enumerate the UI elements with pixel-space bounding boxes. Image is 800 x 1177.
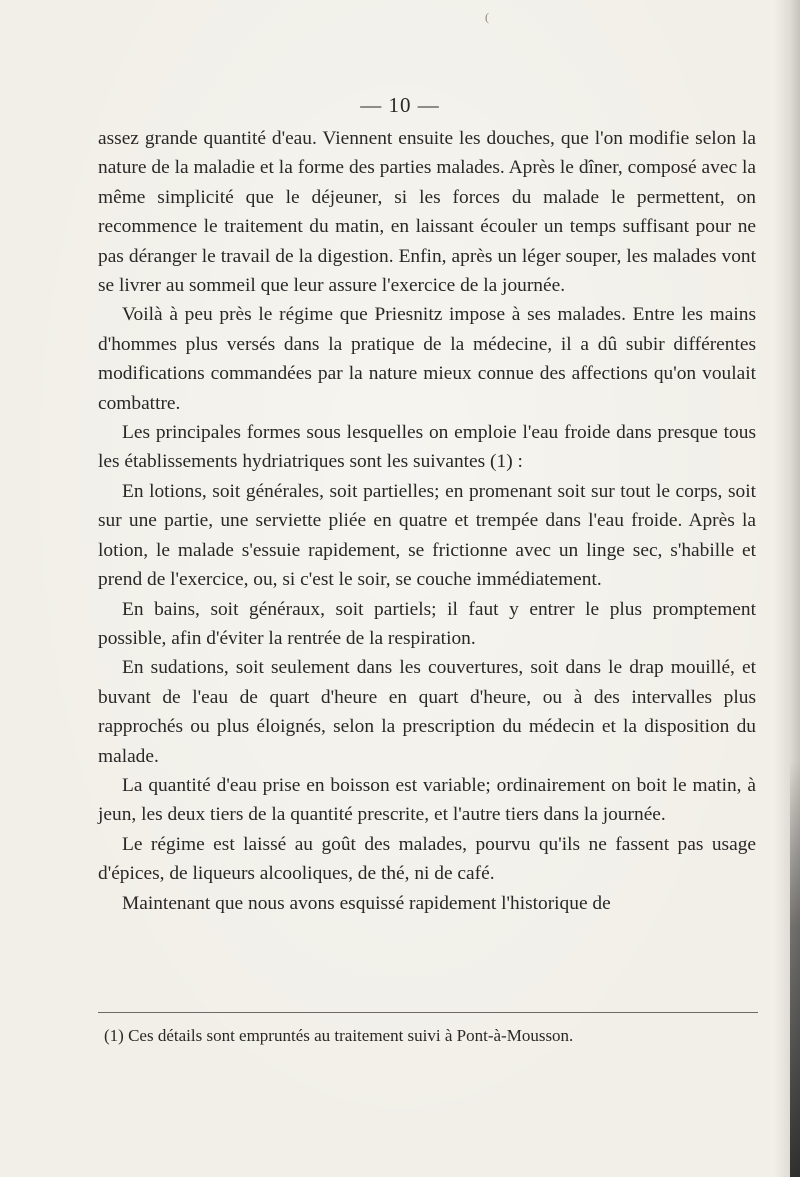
page-number: — 10 — bbox=[360, 93, 440, 117]
paragraph: assez grande quantité d'eau. Viennent ensuite les douches, que l'on modifie selon la nature de la maladie et la forme des parties malades. Après le dîner, composé avec la même simplicité que le déjeuner, si les forces du malade le permettent, on recommence le traitement du matin, en laissant écouler un temps suffisant pour ne pas déranger le travail de la digestion. Enfin, après un léger souper, les malades vont se livrer au sommeil que leur assure l'exercice de la journée. bbox=[98, 128, 756, 297]
stray-mark: ( bbox=[485, 10, 489, 24]
paragraph: Les principales formes sous lesquelles on emploie l'eau froide dans presque tous les établissements hydriatriques sont les suivantes (1) : bbox=[98, 422, 756, 473]
paragraph: En bains, soit généraux, soit partiels; il faut y entrer le plus promptement possible, afin d'éviter la rentrée de la respiration. bbox=[98, 598, 756, 649]
paragraph: La quantité d'eau prise en boisson est variable; ordinairement on boit le matin, à jeun, les deux tiers de la quantité prescrite, et l'autre tiers dans la journée. bbox=[98, 774, 756, 826]
paragraph: Maintenant que nous avons esquissé rapidement l'historique de bbox=[122, 892, 611, 914]
paragraph: En lotions, soit générales, soit partielles; en promenant soit sur tout le corps, soit sur une partie, une serviette pliée en quatre et trempée dans l'eau froide. Après la lotion, le malade s'essuie rapidement, se frictionne avec un linge sec, s'habille et prend de l'exercice, ou, si c'est le soir, se couche immédiatement. bbox=[98, 480, 756, 591]
page-edge-binding bbox=[790, 760, 800, 1177]
paragraph: En sudations, soit seulement dans les couvertures, soit dans le drap mouillé, et buvant de l'eau de quart d'heure en quart d'heure, ou à des intervalles plus rapprochés ou plus éloignés, selon la prescription du médecin et la disposition du malade. bbox=[98, 657, 756, 767]
paragraph: Voilà à peu près le régime que Priesnitz impose à ses malades. Entre les mains d'hommes plus versés dans la pratique de la médecine, il a dû subir différentes modifications commandées par la nature mieux connue des affections qu'on voulait combattre. bbox=[98, 304, 756, 414]
footnote: (1) Ces détails sont empruntés au traitement suivi à Pont-à-Mousson. bbox=[104, 1026, 574, 1045]
footnote-divider bbox=[98, 1012, 758, 1013]
paragraph: Le régime est laissé au goût des malades, pourvu qu'ils ne fassent pas usage d'épices, de liqueurs alcooliques, de thé, ni de café. bbox=[98, 833, 756, 885]
body-text bbox=[98, 124, 756, 918]
